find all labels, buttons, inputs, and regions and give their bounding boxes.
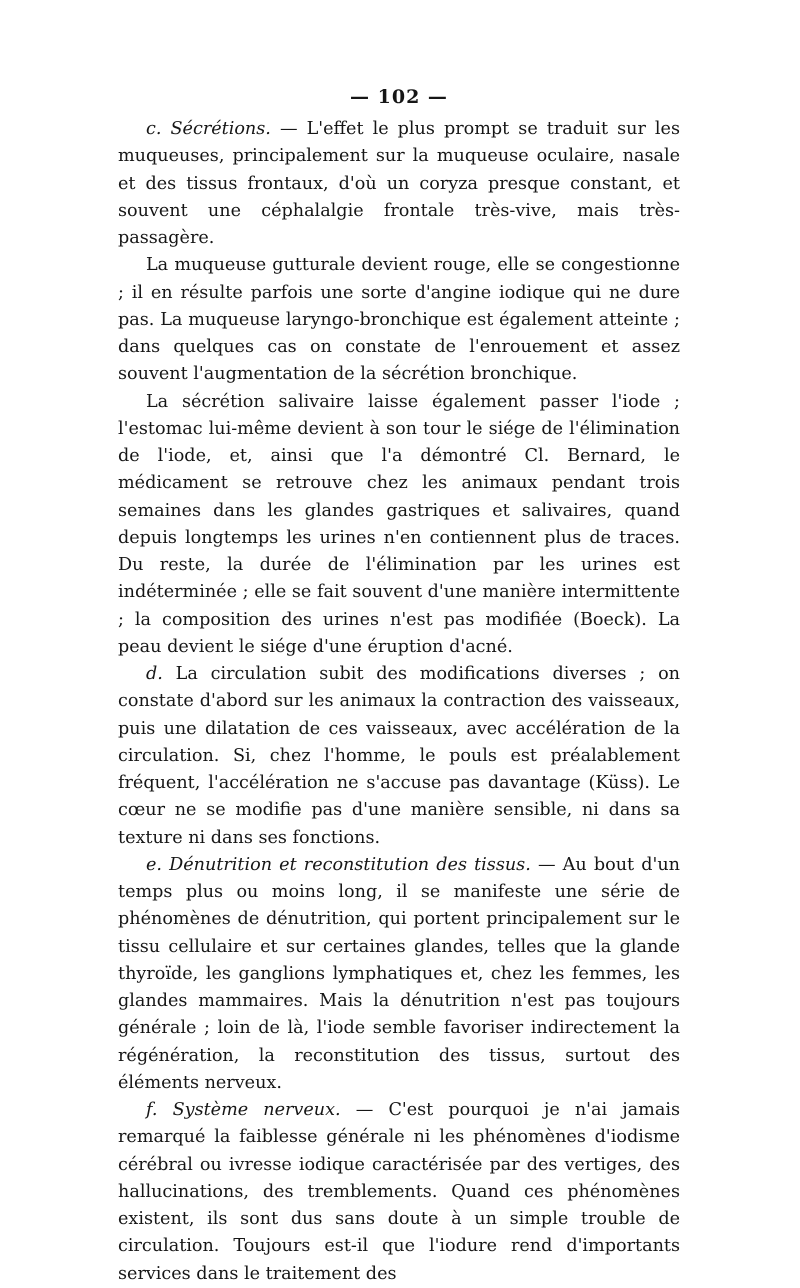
- paragraph-text: — L'effet le plus prompt se traduit sur les muqueuses, principalement sur la muqueuse oculaire, nasale et des tissus frontaux, d'où un coryza presque constant, et souvent une céphalalgie frontale très-vive, mais très-passagère.: [118, 119, 681, 248]
- paragraph-secretion-salivaire: [118, 389, 680, 662]
- section-heading-circulation: d.: [146, 664, 163, 684]
- paragraph-text: La muqueuse gutturale devient rouge, elle se congestionne ; il en résulte parfois une sorte d'angine iodique qui ne dure pas. La muqueuse laryngo-bronchique est également atteinte ; dans quelques cas on constate de l'enrouement et assez souvent l'augmentation de la sécrétion bronchique.: [118, 255, 680, 385]
- paragraph-text: La circulation subit des modifications diverses ; on constate d'abord sur les animaux la contraction des vaisseaux, puis une dilatation de ces vaisseaux, avec accélération de la circulation. Si, chez l'homme, le pouls est préalablement fréquent, l'accélération ne s'accuse pas davantage (Küss). Le cœur ne se modifie pas d'une manière sensible, ni dans sa texture ni dans ses fonctions.: [118, 664, 680, 848]
- paragraph-denutrition: [118, 852, 680, 1097]
- section-heading-secretions: c. Sécrétions.: [146, 119, 271, 139]
- paragraph-secretions: [118, 116, 680, 252]
- paragraph-text: La sécrétion salivaire laisse également passer l'iode ; l'estomac lui-même devient à son tour le siége de l'élimination de l'iode, et, ainsi que l'a démontré Cl. Bernard, le médicament se retrouve chez les animaux pendant trois semaines dans les glandes gastriques et salivaires, quand depuis longtemps les urines n'en contiennent plus de traces. Du reste, la durée de l'élimination par les urines est indéterminée ; elle se fait souvent d'une manière intermittente ; la composition des urines n'est pas modifiée (Boeck). La peau devient le siége d'une éruption d'acné.: [118, 391, 680, 657]
- paragraph-systeme-nerveux: [118, 1097, 680, 1288]
- section-heading-systeme-nerveux: f. Système nerveux.: [146, 1100, 341, 1120]
- page-number: — 102 —: [350, 86, 448, 108]
- paragraph-text: — C'est pourquoi je n'ai jamais remarqué la faiblesse générale ni les phénomènes d'iodisme cérébral ou ivresse iodique caractérisée par des vertiges, des hallucinations, des tremblements. Quand ces phénomènes existent, ils sont dus sans doute à un simple trouble de circulation. Toujours est-il que l'iodure rend d'importants services dans le traitement des: [118, 1100, 680, 1284]
- book-page: [118, 82, 680, 1288]
- paragraph-circulation: [118, 661, 680, 852]
- paragraph-muqueuse-gutturale: [118, 252, 680, 388]
- paragraph-text: — Au bout d'un temps plus ou moins long, il se manifeste une série de phénomènes de dénutrition, qui portent principalement sur le tissu cellulaire et sur certaines glandes, telles que la glande thyroïde, les ganglions lymphatiques et, chez les femmes, les glandes mammaires. Mais la dénutrition n'est pas toujours générale ; loin de là, l'iode semble favoriser indirectement la régénération, la reconstitution des tissus, surtout des éléments nerveux.: [118, 854, 680, 1093]
- page-text-body: [118, 116, 680, 1288]
- section-heading-denutrition: e. Dénutrition et reconstitution des tissus.: [146, 854, 531, 875]
